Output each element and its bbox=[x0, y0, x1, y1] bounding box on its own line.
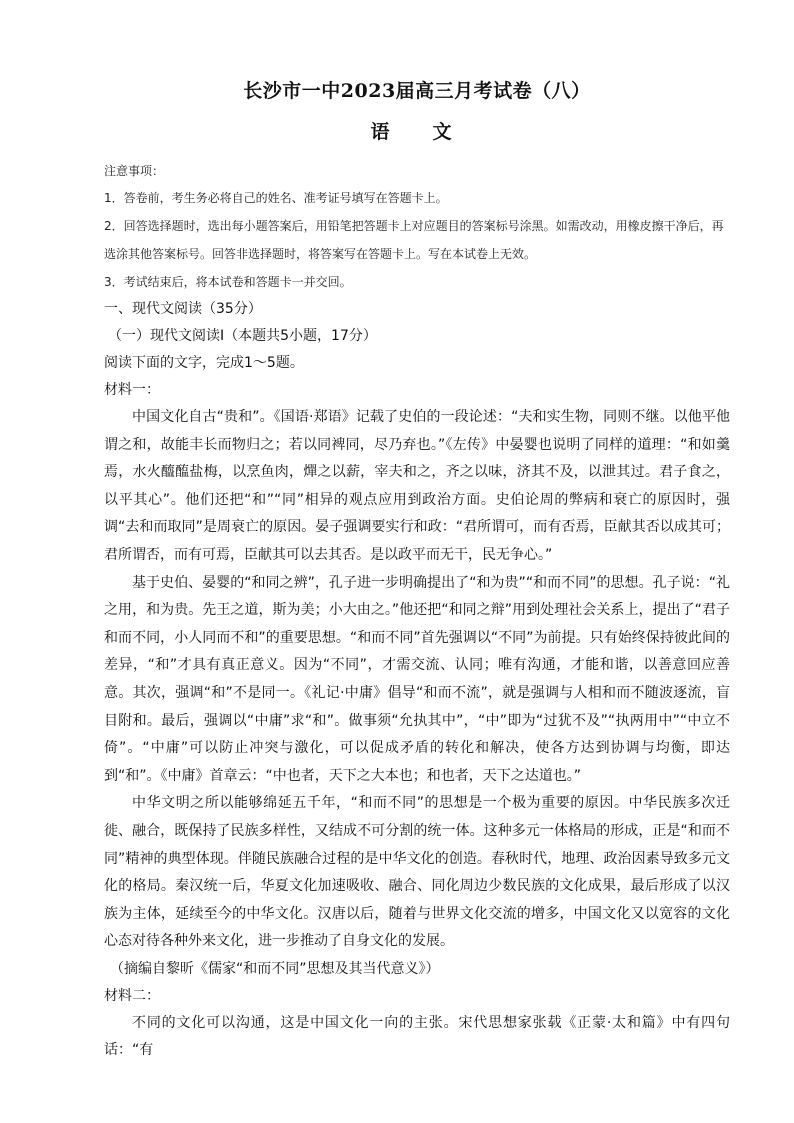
material1-source: （摘编自黎昕《儒家“和而不同”思想及其当代意义》） bbox=[110, 960, 440, 977]
notice-heading: 注意事项： bbox=[104, 164, 165, 178]
instruction: 阅读下面的文字，完成1～5题。 bbox=[104, 355, 304, 371]
subpart-heading: （一）现代文阅读I（本题共5小题，17分） bbox=[108, 328, 377, 344]
exam-title: 长沙市一中2023届高三月考试卷（八） bbox=[243, 80, 591, 102]
material1-paragraph: 中华文明之所以能够绵延五千年，“和而不同”的思想是一个极为重要的原因。中华民族多次迁徙、融合，既保持了民族多样性，又结成不可分割的统一体。这种多元一体格局的形成，正是“和而不同”精神的典型体现。伴随民族融合过程的是中华文化的创造。春秋时代，地理、政治因素导致多元文化的格局。秦汉统一后，华夏文化加速吸收、融合、同化周边少数民族的文化成果，最后形成了以汉族为主体，延续至今的中华文化。汉唐以后，随着与世界文化交流的增多，中国文化又以宽容的文化心态对待各种外来文化，进一步推动了自身文化的发展。 bbox=[104, 795, 730, 950]
material2-label: 材料二： bbox=[104, 987, 160, 1004]
notice-item: 2．回答选择题时，选出每小题答案后，用铅笔把答题卡上对应题目的答案标号涂黑。如需改动，用橡皮擦干净后，再选涂其他答案标号。回答非选择题时，将答案写在答题卡上。写在本试卷上无效。 bbox=[104, 219, 724, 261]
notice-item: 1．答卷前，考生务必将自己的姓名、准考证号填写在答题卡上。 bbox=[104, 191, 448, 205]
material2-paragraph: 不同的文化可以沟通，这是中国文化一向的主张。宋代思想家张载《正蒙·太和篇》中有四句话：“有 bbox=[104, 1014, 730, 1059]
subject-title: 语 文 bbox=[370, 121, 464, 143]
part-heading: 一、现代文阅读（35分） bbox=[104, 301, 262, 317]
material1-label: 材料一： bbox=[104, 382, 160, 398]
notice-item: 3．考试结束后，将本试卷和答题卡一并交回。 bbox=[104, 275, 352, 289]
material1-paragraph: 中国文化自古“贵和”。《国语·郑语》记载了史伯的一段论述：“夫和实生物，同则不继。以他平他谓之和，故能丰长而物归之；若以同裨同，尽乃弃也。”《左传》中晏婴也说明了同样的道理：“和如羹焉，水火醯醢盐梅，以烹鱼肉，燀之以薪，宰夫和之，齐之以味，济其不及，以泄其过。君子食之，以平其心”。他们还把“和”“同”相异的观点应用到政治方面。史伯论周的弊病和衰亡的原因时，强调“去和而取同”是周衰亡的原因。晏子强调要实行和政：“君所谓可，而有否焉，臣献其否以成其可；君所谓否，而有可焉，臣献其可以去其否。是以政平而无干，民无争心。” bbox=[104, 409, 730, 563]
notice-list bbox=[104, 184, 730, 296]
material1-paragraph: 基于史伯、晏婴的“和同之辨”，孔子进一步明确提出了“和为贵”“和而不同”的思想。孔子说：“礼之用，和为贵。先王之道，斯为美；小大由之。”他还把“和同之辩”用到处理社会关系上，提出了“君子和而不同，小人同而不和”的重要思想。“和而不同”首先强调以“不同”为前提。只有始终保持彼此间的差异，“和”才具有真正意义。因为“不同”，才需交流、认同；唯有沟通，才能和谐，以善意回应善意。其次，强调“和”不是同一。《礼记·中庸》倡导“和而不流”，就是强调与人相和而不随波逐流，盲目附和。最后，强调以“中庸”求“和”。做事须“允执其中”，“中”即为“过犹不及”“执两用中”“中立不倚”。“中庸”可以防止冲突与激化，可以促成矛盾的转化和解决，使各方达到协调与均衡，即达到“和”。《中庸》首章云：“中也者，天下之大本也；和也者，天下之达道也。” bbox=[104, 574, 730, 784]
